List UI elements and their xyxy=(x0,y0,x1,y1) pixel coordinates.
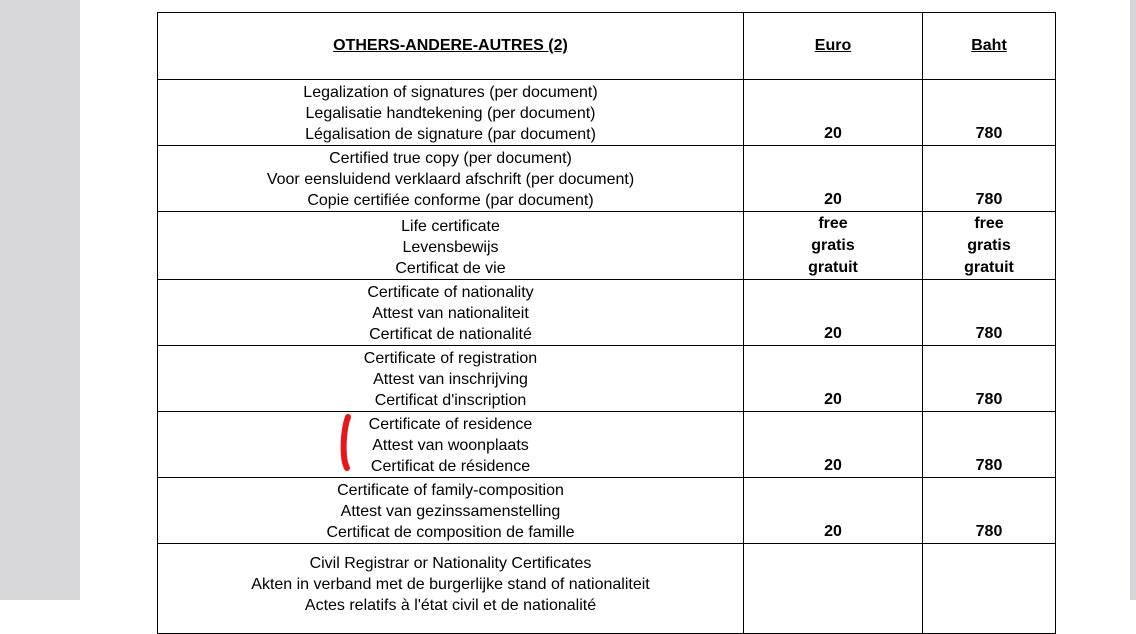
description-nl: Attest van woonplaats xyxy=(372,437,529,454)
fees-table xyxy=(157,12,1056,634)
description-nl: Akten in verband met de burgerlijke stand of nationaliteit xyxy=(251,576,650,593)
header-title-cell xyxy=(158,13,744,80)
header-baht: Baht xyxy=(971,37,1007,54)
red-annotation-mark xyxy=(341,414,351,470)
description-en: Certificate of registration xyxy=(363,350,538,367)
description-en: Certified true copy (per document) xyxy=(329,150,572,167)
row-description xyxy=(158,412,744,478)
baht-amount: 780 xyxy=(923,280,1056,346)
table-header-row xyxy=(158,13,1056,80)
description-nl: Levensbewijs xyxy=(402,239,499,256)
description-fr: Certificat de résidence xyxy=(370,458,531,475)
euro-gratis: gratis xyxy=(811,237,855,254)
header-euro: Euro xyxy=(814,37,852,54)
baht-gratuit: gratuit xyxy=(964,259,1014,276)
row-description xyxy=(158,544,744,634)
euro-amount xyxy=(744,544,923,634)
euro-free: free xyxy=(818,215,848,232)
description-nl: Voor eensluidend verklaard afschrift (per document) xyxy=(266,171,635,188)
baht-amount xyxy=(923,544,1056,634)
description-nl: Attest van inschrijving xyxy=(373,371,528,388)
table-row-residence xyxy=(158,412,1056,478)
euro-amount: 20 xyxy=(744,280,923,346)
baht-amount: 780 xyxy=(923,412,1056,478)
baht-amount: 780 xyxy=(923,478,1056,544)
euro-amount: 20 xyxy=(744,478,923,544)
table-row xyxy=(158,212,1056,280)
baht-amount: 780 xyxy=(923,146,1056,212)
description-en: Certificate of nationality xyxy=(367,284,534,301)
euro-gratuit: gratuit xyxy=(808,259,858,276)
viewer-background-left xyxy=(0,0,80,600)
description-en: Civil Registrar or Nationality Certificates xyxy=(309,555,592,572)
baht-amount xyxy=(923,212,1056,280)
baht-amount: 780 xyxy=(923,346,1056,412)
description-en: Certificate of residence xyxy=(368,416,533,433)
description-nl: Legalisatie handtekening (per document) xyxy=(305,105,596,122)
description-en: Certificate of family-composition xyxy=(337,482,564,499)
euro-amount: 20 xyxy=(744,80,923,146)
euro-amount: 20 xyxy=(744,412,923,478)
baht-free: free xyxy=(974,215,1004,232)
euro-amount xyxy=(744,212,923,280)
table-row xyxy=(158,478,1056,544)
table-row xyxy=(158,544,1056,634)
description-nl: Attest van nationaliteit xyxy=(372,305,529,322)
row-description xyxy=(158,146,744,212)
description-en: Life certificate xyxy=(401,218,500,235)
table-row xyxy=(158,80,1056,146)
row-description xyxy=(158,280,744,346)
description-fr: Copie certifiée conforme (par document) xyxy=(307,192,594,209)
euro-amount: 20 xyxy=(744,346,923,412)
row-description xyxy=(158,346,744,412)
description-fr: Actes relatifs à l'état civil et de nationalité xyxy=(304,597,597,614)
baht-amount: 780 xyxy=(923,80,1056,146)
header-title: OTHERS-ANDERE-AUTRES (2) xyxy=(333,37,568,54)
description-en: Legalization of signatures (per document) xyxy=(303,84,598,101)
header-euro-cell xyxy=(744,13,923,80)
table-row xyxy=(158,280,1056,346)
description-fr: Certificat d'inscription xyxy=(374,392,527,409)
header-baht-cell xyxy=(923,13,1056,80)
viewer-background-right xyxy=(1130,0,1136,600)
table-row xyxy=(158,346,1056,412)
document-page xyxy=(80,0,1130,614)
description-nl: Attest van gezinssamenstelling xyxy=(340,503,561,520)
row-description xyxy=(158,212,744,280)
description-fr: Certificat de nationalité xyxy=(369,326,532,343)
row-description xyxy=(158,80,744,146)
baht-gratis: gratis xyxy=(967,237,1011,254)
table-row xyxy=(158,146,1056,212)
euro-amount: 20 xyxy=(744,146,923,212)
description-fr: Légalisation de signature (par document) xyxy=(305,126,596,143)
description-fr: Certificat de composition de famille xyxy=(326,524,575,541)
row-description xyxy=(158,478,744,544)
description-fr: Certificat de vie xyxy=(395,260,506,277)
